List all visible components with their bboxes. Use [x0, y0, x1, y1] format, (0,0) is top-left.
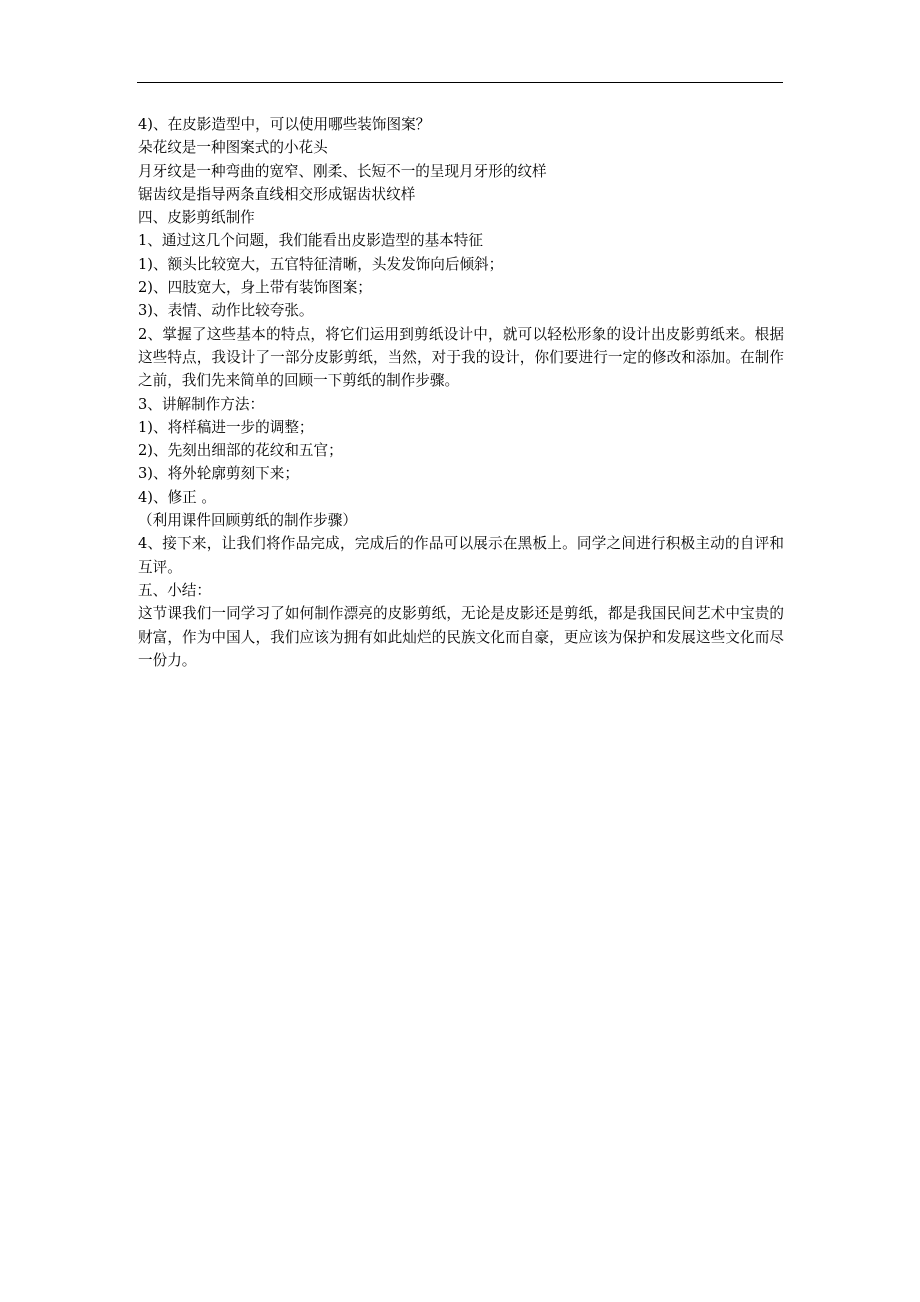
section-heading-papercut: 四、皮影剪纸制作	[138, 209, 255, 227]
paragraph-summary: 这节课我们一同学习了如何制作漂亮的皮影剪纸，无论是皮影还是剪纸，都是我国民间艺术中宝贵的财富，作为中国人，我们应该为拥有如此灿烂的民族文化而自豪，更应该为保护和发展这些文化而尽一份力。	[138, 605, 784, 669]
paragraph-crescent-pattern: 月牙纹是一种弯曲的宽窄、刚柔、长短不一的呈现月牙形的纹样	[138, 162, 547, 180]
paragraph-basic-features: 1、通过这几个问题，我们能看出皮影造型的基本特征	[138, 232, 483, 250]
list-item-adjust-draft: 1)、将样稿进一步的调整；	[138, 418, 314, 436]
list-item-limbs: 2)、四肢宽大，身上带有装饰图案；	[138, 279, 372, 297]
document-body	[138, 113, 784, 672]
section-heading-summary: 五、小结：	[138, 581, 211, 599]
header-rule	[137, 82, 783, 83]
list-item-expression: 3)、表情、动作比较夸张。	[138, 302, 314, 320]
paragraph-apply-features: 2、掌握了这些基本的特点，将它们运用到剪纸设计中，就可以轻松形象的设计出皮影剪纸来。根据这些特点，我设计了一部分皮影剪纸，当然，对于我的设计，你们要进行一定的修改和添加。在制作之前，我们先来简单的回顾一下剪纸的制作步骤。	[138, 325, 784, 390]
paragraph-sawtooth-pattern: 锯齿纹是指导两条直线相交形成锯齿状纹样	[138, 185, 416, 203]
paragraph-flower-pattern: 朵花纹是一种图案式的小花头	[138, 139, 328, 157]
list-item-carve-details: 2)、先刻出细部的花纹和五官；	[138, 442, 343, 460]
list-item-cut-outline: 3)、将外轮廓剪刻下来；	[138, 465, 299, 483]
paragraph-courseware-note: （利用课件回顾剪纸的制作步骤）	[138, 512, 357, 530]
list-item-forehead: 1)、额头比较宽大，五官特征清晰，头发发饰向后倾斜；	[138, 255, 504, 273]
paragraph-method-heading: 3、讲解制作方法：	[138, 395, 265, 413]
list-item-correct: 4)、修正 。	[138, 488, 216, 506]
paragraph-decoration-question: 4)、在皮影造型中，可以使用哪些装饰图案？	[138, 116, 431, 133]
paragraph-complete-work: 4、接下来，让我们将作品完成，完成后的作品可以展示在黑板上。同学之间进行积极主动的自评和互评。	[138, 535, 784, 576]
